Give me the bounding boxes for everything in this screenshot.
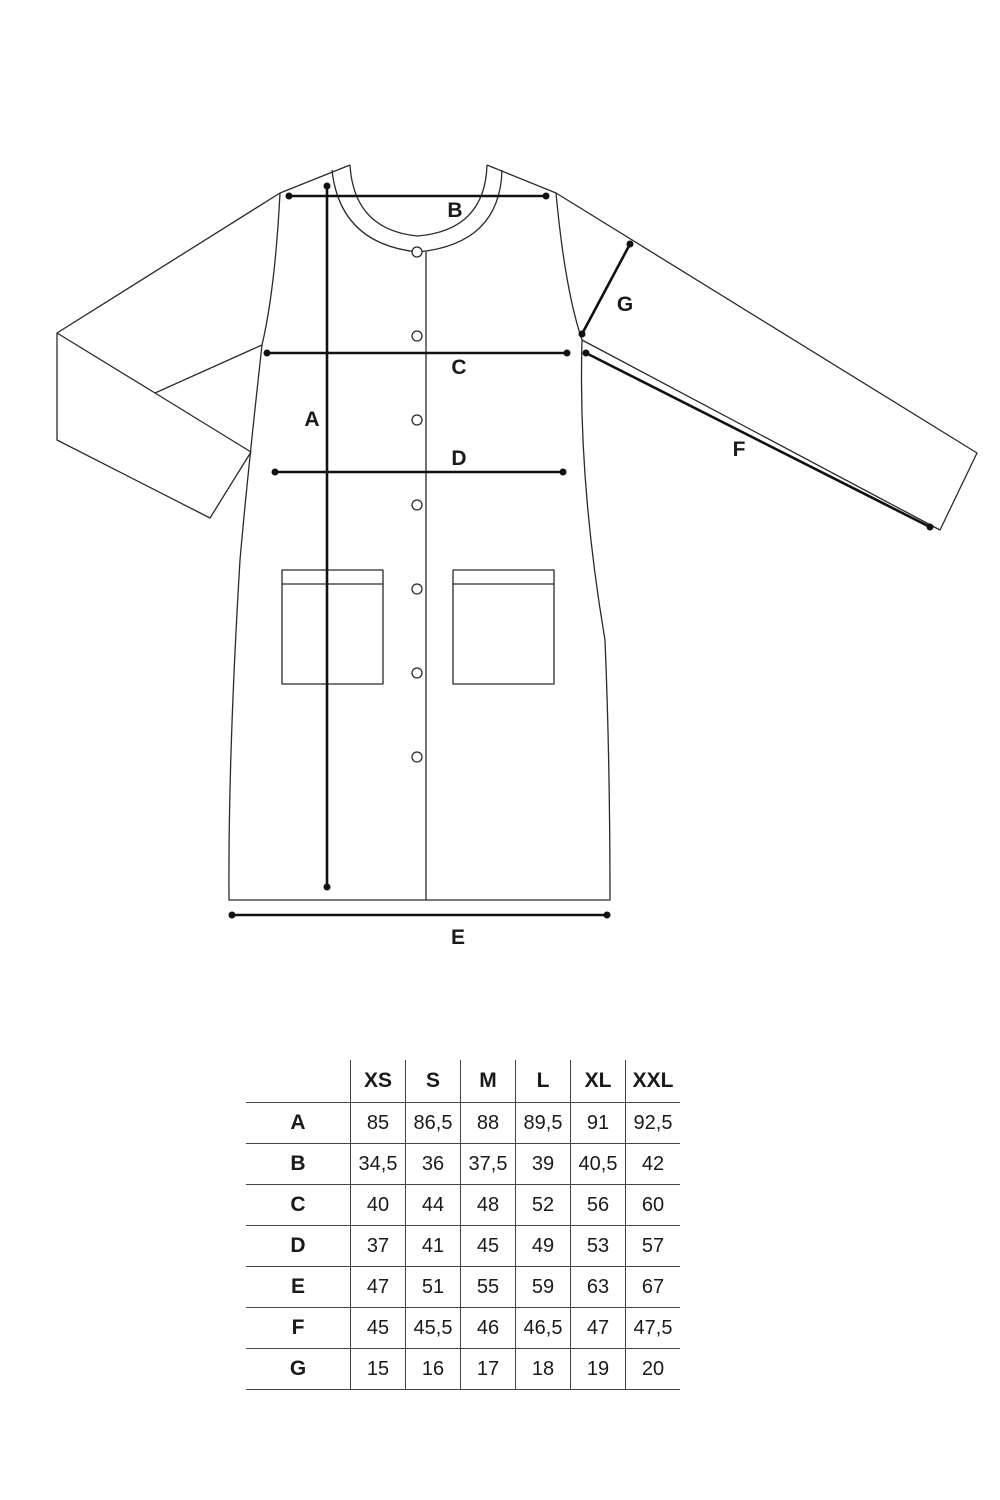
table-row	[246, 1308, 680, 1349]
measure-dot	[286, 193, 293, 200]
table-row	[246, 1103, 680, 1144]
measure-dot	[927, 524, 934, 531]
table-cell: 45	[461, 1226, 516, 1267]
button	[412, 500, 422, 510]
table-cell: 91	[571, 1103, 626, 1144]
table-cell: 89,5	[516, 1103, 571, 1144]
table-cell: 44	[406, 1185, 461, 1226]
size-table	[246, 1060, 680, 1390]
row-label: C	[246, 1185, 351, 1226]
table-cell: 39	[516, 1144, 571, 1185]
size-header: M	[461, 1060, 516, 1103]
row-label: B	[246, 1144, 351, 1185]
table-cell: 47	[571, 1308, 626, 1349]
measure-dot	[564, 350, 571, 357]
table-cell: 59	[516, 1267, 571, 1308]
label-a: A	[304, 408, 320, 431]
left-cuff-line	[57, 333, 155, 393]
table-cell: 20	[626, 1349, 681, 1390]
table-row	[246, 1349, 680, 1390]
button	[412, 752, 422, 762]
corner-cell	[246, 1060, 351, 1103]
label-f: F	[732, 438, 746, 461]
size-header: S	[406, 1060, 461, 1103]
size-header-row	[246, 1060, 680, 1103]
measure-dot	[272, 469, 279, 476]
left-pocket	[282, 570, 383, 684]
table-cell: 46,5	[516, 1308, 571, 1349]
table-cell: 56	[571, 1185, 626, 1226]
table-row	[246, 1226, 680, 1267]
size-header: XL	[571, 1060, 626, 1103]
row-label: F	[246, 1308, 351, 1349]
table-cell: 63	[571, 1267, 626, 1308]
table-cell: 19	[571, 1349, 626, 1390]
label-g: G	[616, 293, 634, 316]
table-row	[246, 1185, 680, 1226]
measure-dot	[627, 241, 634, 248]
label-d: D	[451, 447, 467, 470]
table-cell: 85	[351, 1103, 406, 1144]
label-e: E	[450, 926, 466, 949]
table-cell: 36	[406, 1144, 461, 1185]
table-cell: 16	[406, 1349, 461, 1390]
table-cell: 53	[571, 1226, 626, 1267]
row-label: E	[246, 1267, 351, 1308]
label-b: B	[447, 199, 463, 222]
table-cell: 55	[461, 1267, 516, 1308]
button	[412, 247, 422, 257]
table-row	[246, 1144, 680, 1185]
table-cell: 48	[461, 1185, 516, 1226]
table-cell: 45,5	[406, 1308, 461, 1349]
measure-dot	[324, 183, 331, 190]
size-header: XXL	[626, 1060, 681, 1103]
body-outline	[229, 165, 610, 900]
table-cell: 45	[351, 1308, 406, 1349]
button	[412, 331, 422, 341]
right-pocket	[453, 570, 554, 684]
collar-inner	[350, 165, 487, 236]
table-cell: 46	[461, 1308, 516, 1349]
table-cell: 60	[626, 1185, 681, 1226]
measure-dot	[264, 350, 271, 357]
measure-dot	[583, 350, 590, 357]
table-cell: 49	[516, 1226, 571, 1267]
table-cell: 57	[626, 1226, 681, 1267]
table-cell: 47,5	[626, 1308, 681, 1349]
right-sleeve-outline	[556, 193, 977, 530]
row-label: G	[246, 1349, 351, 1390]
row-label: D	[246, 1226, 351, 1267]
table-cell: 67	[626, 1267, 681, 1308]
collar-outline	[332, 170, 502, 252]
table-cell: 37	[351, 1226, 406, 1267]
measure-dot	[324, 884, 331, 891]
measure-dot	[560, 469, 567, 476]
size-header: XS	[351, 1060, 406, 1103]
measurement-lines	[229, 183, 934, 919]
measure-line-f	[586, 353, 930, 527]
table-cell: 51	[406, 1267, 461, 1308]
row-label: A	[246, 1103, 351, 1144]
table-cell: 41	[406, 1226, 461, 1267]
garment-outline	[57, 165, 977, 900]
table-cell: 47	[351, 1267, 406, 1308]
button	[412, 668, 422, 678]
table-cell: 92,5	[626, 1103, 681, 1144]
table-cell: 17	[461, 1349, 516, 1390]
button	[412, 415, 422, 425]
table-row	[246, 1267, 680, 1308]
table-cell: 18	[516, 1349, 571, 1390]
left-sleeve-outline	[57, 193, 280, 518]
measure-dot	[229, 912, 236, 919]
table-cell: 88	[461, 1103, 516, 1144]
label-c: C	[451, 356, 467, 379]
measure-dot	[579, 331, 586, 338]
measure-dot	[543, 193, 550, 200]
table-cell: 37,5	[461, 1144, 516, 1185]
table-cell: 15	[351, 1349, 406, 1390]
table-cell: 42	[626, 1144, 681, 1185]
table-cell: 40	[351, 1185, 406, 1226]
size-header: L	[516, 1060, 571, 1103]
table-cell: 52	[516, 1185, 571, 1226]
table-cell: 40,5	[571, 1144, 626, 1185]
table-cell: 34,5	[351, 1144, 406, 1185]
measure-dot	[604, 912, 611, 919]
table-cell: 86,5	[406, 1103, 461, 1144]
measurement-labels	[304, 199, 745, 949]
measure-line-g	[582, 244, 630, 334]
button	[412, 584, 422, 594]
